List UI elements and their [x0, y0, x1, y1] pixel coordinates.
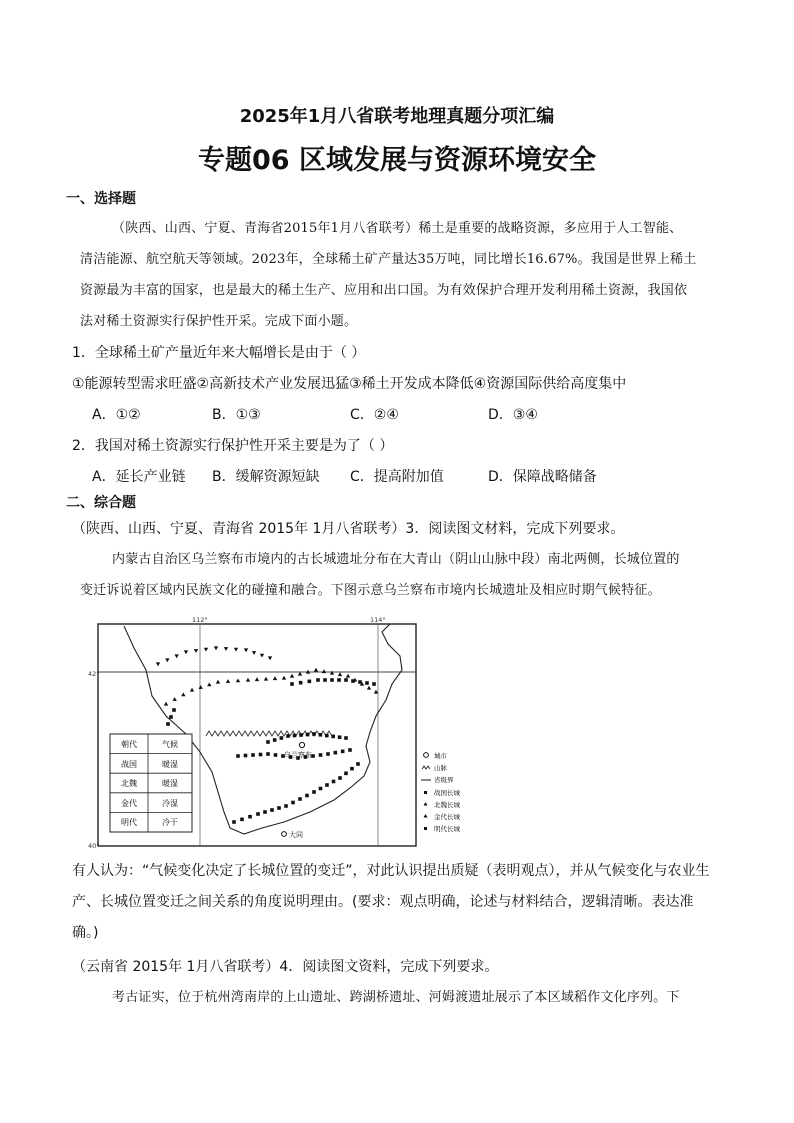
northern-wei-wall-marker: [165, 658, 169, 662]
table-header: 朝代: [121, 740, 137, 749]
jin-wall-marker: [322, 669, 326, 673]
passage-line: 清洁能源、航空航天等领域。2023年，全球稀土矿产量达35万吨，同比增长16.67%。我国是世界上稀土: [80, 252, 697, 267]
q3-question-line: 产、长城位置变迁之间关系的角度说明理由。(要求：观点明确，论述与材料结合，逻辑清晰。表达准: [72, 894, 694, 910]
ming-wall-marker: [240, 818, 244, 822]
jin-wall-marker: [198, 685, 202, 689]
q2-option-c[interactable]: C．提高附加值: [350, 469, 444, 485]
city-label-ulanqab: 乌兰察布: [284, 751, 312, 759]
warring-states-wall-marker: [325, 734, 329, 738]
northern-wei-wall-marker: [268, 656, 272, 660]
q3-passage-line: 内蒙古自治区乌兰察布市境内的古长城遗址分布在大青山（阴山山脉中段）南北两侧，长城位置的: [112, 552, 680, 567]
jin-wall-marker: [314, 668, 318, 672]
warring-states-wall-marker: [312, 732, 316, 736]
warring-states-wall-marker: [280, 736, 284, 740]
q1-option-d[interactable]: D．③④: [488, 407, 538, 423]
q1-option-a[interactable]: A．①②: [92, 407, 141, 423]
ming-wall-marker: [263, 810, 267, 814]
ming-wall-marker: [325, 783, 329, 787]
ming-wall-marker: [319, 753, 323, 757]
q2-option-b[interactable]: B．缓解资源短缺: [212, 469, 320, 485]
jin-dynasty-wall: [164, 668, 378, 726]
ming-wall-marker: [305, 794, 309, 798]
warring-states-wall-marker: [308, 680, 312, 684]
ming-wall-marker: [244, 754, 248, 758]
ming-wall-marker: [232, 820, 236, 824]
jin-wall-marker: [169, 715, 173, 719]
legend-label: 山脉: [434, 764, 447, 772]
lon-label-112: 112°: [192, 616, 208, 624]
table-cell: 明代: [121, 818, 137, 827]
lat-label-42: 42°: [88, 670, 100, 678]
legend-label: 省级界: [434, 776, 454, 784]
warring-states-wall-marker: [299, 681, 303, 685]
warring-states-wall-marker: [330, 678, 334, 682]
q4-passage-line: 考古证实，位于杭州湾南岸的上山遗址、跨湖桥遗址、河姆渡遗址展示了本区域稻作文化序列。下: [112, 990, 680, 1005]
northern-wei-wall-marker: [244, 648, 248, 652]
question-2-stem: 2．我国对稀土资源实行保护性开采主要是为了（ ）: [72, 438, 394, 454]
ming-wall-marker: [291, 801, 295, 805]
warring-states-wall-marker: [273, 738, 277, 742]
warring-states-wall-marker: [266, 740, 270, 744]
section-heading-comprehensive: 二、综合题: [66, 495, 136, 511]
legend-label: 城市: [434, 752, 447, 760]
ming-wall-marker: [274, 753, 278, 757]
northern-wei-wall-marker: [260, 654, 264, 658]
northern-wei-wall-marker: [204, 648, 208, 652]
table-header: 气候: [162, 740, 178, 749]
jin-wall-marker: [246, 678, 250, 682]
ming-wall-marker: [251, 753, 255, 757]
warring-states-wall-marker: [344, 678, 348, 682]
q3-question-line: 确。): [72, 925, 99, 941]
warring-states-wall-marker: [331, 735, 335, 739]
northern-wei-wall-marker: [224, 647, 228, 651]
jin-wall-marker: [216, 680, 220, 684]
city-marker-datong: [282, 832, 287, 837]
warring-states-wall-marker: [316, 678, 320, 682]
ming-wall-marker: [356, 762, 360, 766]
jin-wall-marker: [273, 676, 277, 680]
dynasty-climate-table: [110, 734, 192, 832]
legend-ming-symbol: [424, 827, 427, 830]
ming-wall-marker: [277, 806, 281, 810]
jin-wall-marker: [172, 697, 176, 701]
ming-wall-marker: [312, 790, 316, 794]
warring-states-wall-marker: [290, 682, 294, 686]
table-cell: 暖湿: [162, 779, 178, 788]
table-cell: 北魏: [121, 779, 137, 788]
ming-wall-marker: [248, 815, 252, 819]
ming-wall-marker: [256, 812, 260, 816]
lat-label-40: 40°: [88, 842, 100, 850]
legend-label: 战国长城: [434, 789, 460, 797]
legend-label: 北魏长城: [434, 801, 460, 809]
ming-wall-marker: [350, 767, 354, 771]
passage-line: （陕西、山西、宁夏、青海省2015年1月八省联考）稀土是重要的战略资源，多应用于人工智能、: [112, 221, 683, 236]
jin-wall-marker: [330, 671, 334, 675]
jin-wall-marker: [172, 708, 176, 712]
legend-northern-wei-symbol: [424, 802, 428, 806]
ming-wall-marker: [341, 750, 345, 754]
jin-wall-marker: [264, 677, 268, 681]
legend-city-symbol: [424, 753, 429, 758]
ming-wall-marker: [334, 751, 338, 755]
ming-wall-marker: [298, 797, 302, 801]
warring-states-wall-marker: [372, 682, 376, 686]
northern-wei-wall-marker: [234, 648, 238, 652]
jin-wall-marker: [367, 686, 371, 690]
jin-wall-marker: [226, 679, 230, 683]
legend-label: 金代长城: [434, 813, 460, 821]
warring-states-wall-marker: [323, 678, 327, 682]
ming-wall-marker: [344, 772, 348, 776]
jin-wall-marker: [207, 682, 211, 686]
table-cell: 金代: [121, 799, 137, 808]
warring-states-wall-marker: [306, 733, 310, 737]
northern-wei-wall-marker: [252, 651, 256, 655]
legend-warring-states-symbol: [424, 791, 427, 794]
document-title: 2025年1月八省联考地理真题分项汇编: [239, 106, 555, 127]
q3-question-line: 有人认为：“气候变化决定了长城位置的变迁”，对此认识提出质疑（表明观点），并从气候变化与农业生: [72, 863, 710, 879]
passage-line: 资源最为丰富的国家，也是最大的稀土生产、应用和出口国。为有效保护合理开发利用稀土资源，我国依: [80, 283, 688, 298]
jin-wall-marker: [374, 690, 378, 694]
warring-states-wall-marker: [286, 734, 290, 738]
jin-wall-marker: [190, 688, 194, 692]
ming-dynasty-wall: [232, 748, 360, 824]
q1-option-c[interactable]: C．②④: [350, 407, 399, 423]
q2-option-a[interactable]: A．延长产业链: [92, 469, 186, 485]
question-1-statements: ①能源转型需求旺盛②高新技术产业发展迅猛③稀土开发成本降低④资源国际供给高度集中: [72, 376, 627, 392]
table-cell: 冷干: [162, 818, 178, 827]
map-legend: [421, 751, 461, 833]
city-marker-ulanqab: [299, 742, 304, 747]
question-4-intro: （云南省 2015年 1月八省联考）4．阅读图文资料，完成下列要求。: [72, 959, 499, 975]
jin-wall-marker: [236, 678, 240, 682]
warring-states-wall-marker: [358, 680, 362, 684]
legend-jin-symbol: [424, 814, 428, 818]
warring-states-wall-marker: [344, 736, 348, 740]
northern-wei-wall-marker: [214, 646, 218, 650]
document-subtitle: 专题06 区域发展与资源环境安全: [198, 145, 596, 176]
ming-wall-marker: [259, 753, 263, 757]
northern-wei-wall-marker: [194, 649, 198, 653]
northern-wei-wall: [156, 646, 272, 666]
question-1-stem: 1．全球稀土矿产量近年来大幅增长是由于（ ）: [72, 345, 366, 361]
warring-states-wall-marker: [299, 733, 303, 737]
jin-wall-marker: [346, 674, 350, 678]
table-cell: 暖湿: [162, 760, 178, 769]
legend-mountain-symbol: [422, 766, 430, 769]
passage-line: 法对稀土资源实行保护性开采。完成下面小题。: [80, 314, 358, 329]
warring-states-wall-marker: [293, 734, 297, 738]
ming-wall-marker: [332, 780, 336, 784]
warring-states-wall-marker: [319, 733, 323, 737]
ming-wall-marker: [236, 754, 240, 758]
question-3-intro: （陕西、山西、宁夏、青海省 2015年 1月八省联考）3．阅读图文材料，完成下列要求。: [72, 521, 625, 537]
ming-wall-marker: [348, 748, 352, 752]
table-cell: 冷湿: [162, 799, 178, 808]
northern-wei-wall-marker: [174, 654, 178, 658]
warring-states-wall-marker: [337, 678, 341, 682]
ming-wall-marker: [319, 787, 323, 791]
jin-wall-marker: [166, 722, 170, 726]
northern-wei-wall-marker: [184, 650, 188, 654]
ming-wall-marker: [338, 776, 342, 780]
q2-option-d[interactable]: D．保障战略储备: [488, 469, 597, 485]
ming-wall-marker: [284, 804, 288, 808]
ming-wall-marker: [270, 808, 274, 812]
ming-wall-marker: [266, 752, 270, 756]
jin-wall-marker: [164, 702, 168, 706]
jin-wall-marker: [338, 672, 342, 676]
jin-wall-marker: [282, 676, 286, 680]
great-wall-map: [88, 612, 728, 852]
northern-wei-wall-marker: [156, 662, 160, 666]
warring-states-wall-marker: [365, 681, 369, 685]
jin-wall-marker: [181, 692, 185, 696]
jin-wall-marker: [255, 677, 259, 681]
q1-option-b[interactable]: B．①③: [212, 407, 261, 423]
section-heading-choice: 一、选择题: [66, 191, 136, 207]
warring-states-wall-marker: [338, 735, 342, 739]
q3-passage-line: 变迁诉说着区域内民族文化的碰撞和融合。下图示意乌兰察布市境内长城遗址及相应时期气候特征。: [80, 583, 661, 598]
city-label-datong: 大同: [289, 831, 303, 839]
table-cell: 战国: [121, 760, 137, 769]
legend-label: 明代长城: [434, 825, 460, 833]
warring-states-wall-marker: [351, 679, 355, 683]
jin-wall-marker: [290, 674, 294, 678]
ming-wall-marker: [326, 752, 330, 756]
lon-label-114: 114°: [370, 616, 386, 624]
